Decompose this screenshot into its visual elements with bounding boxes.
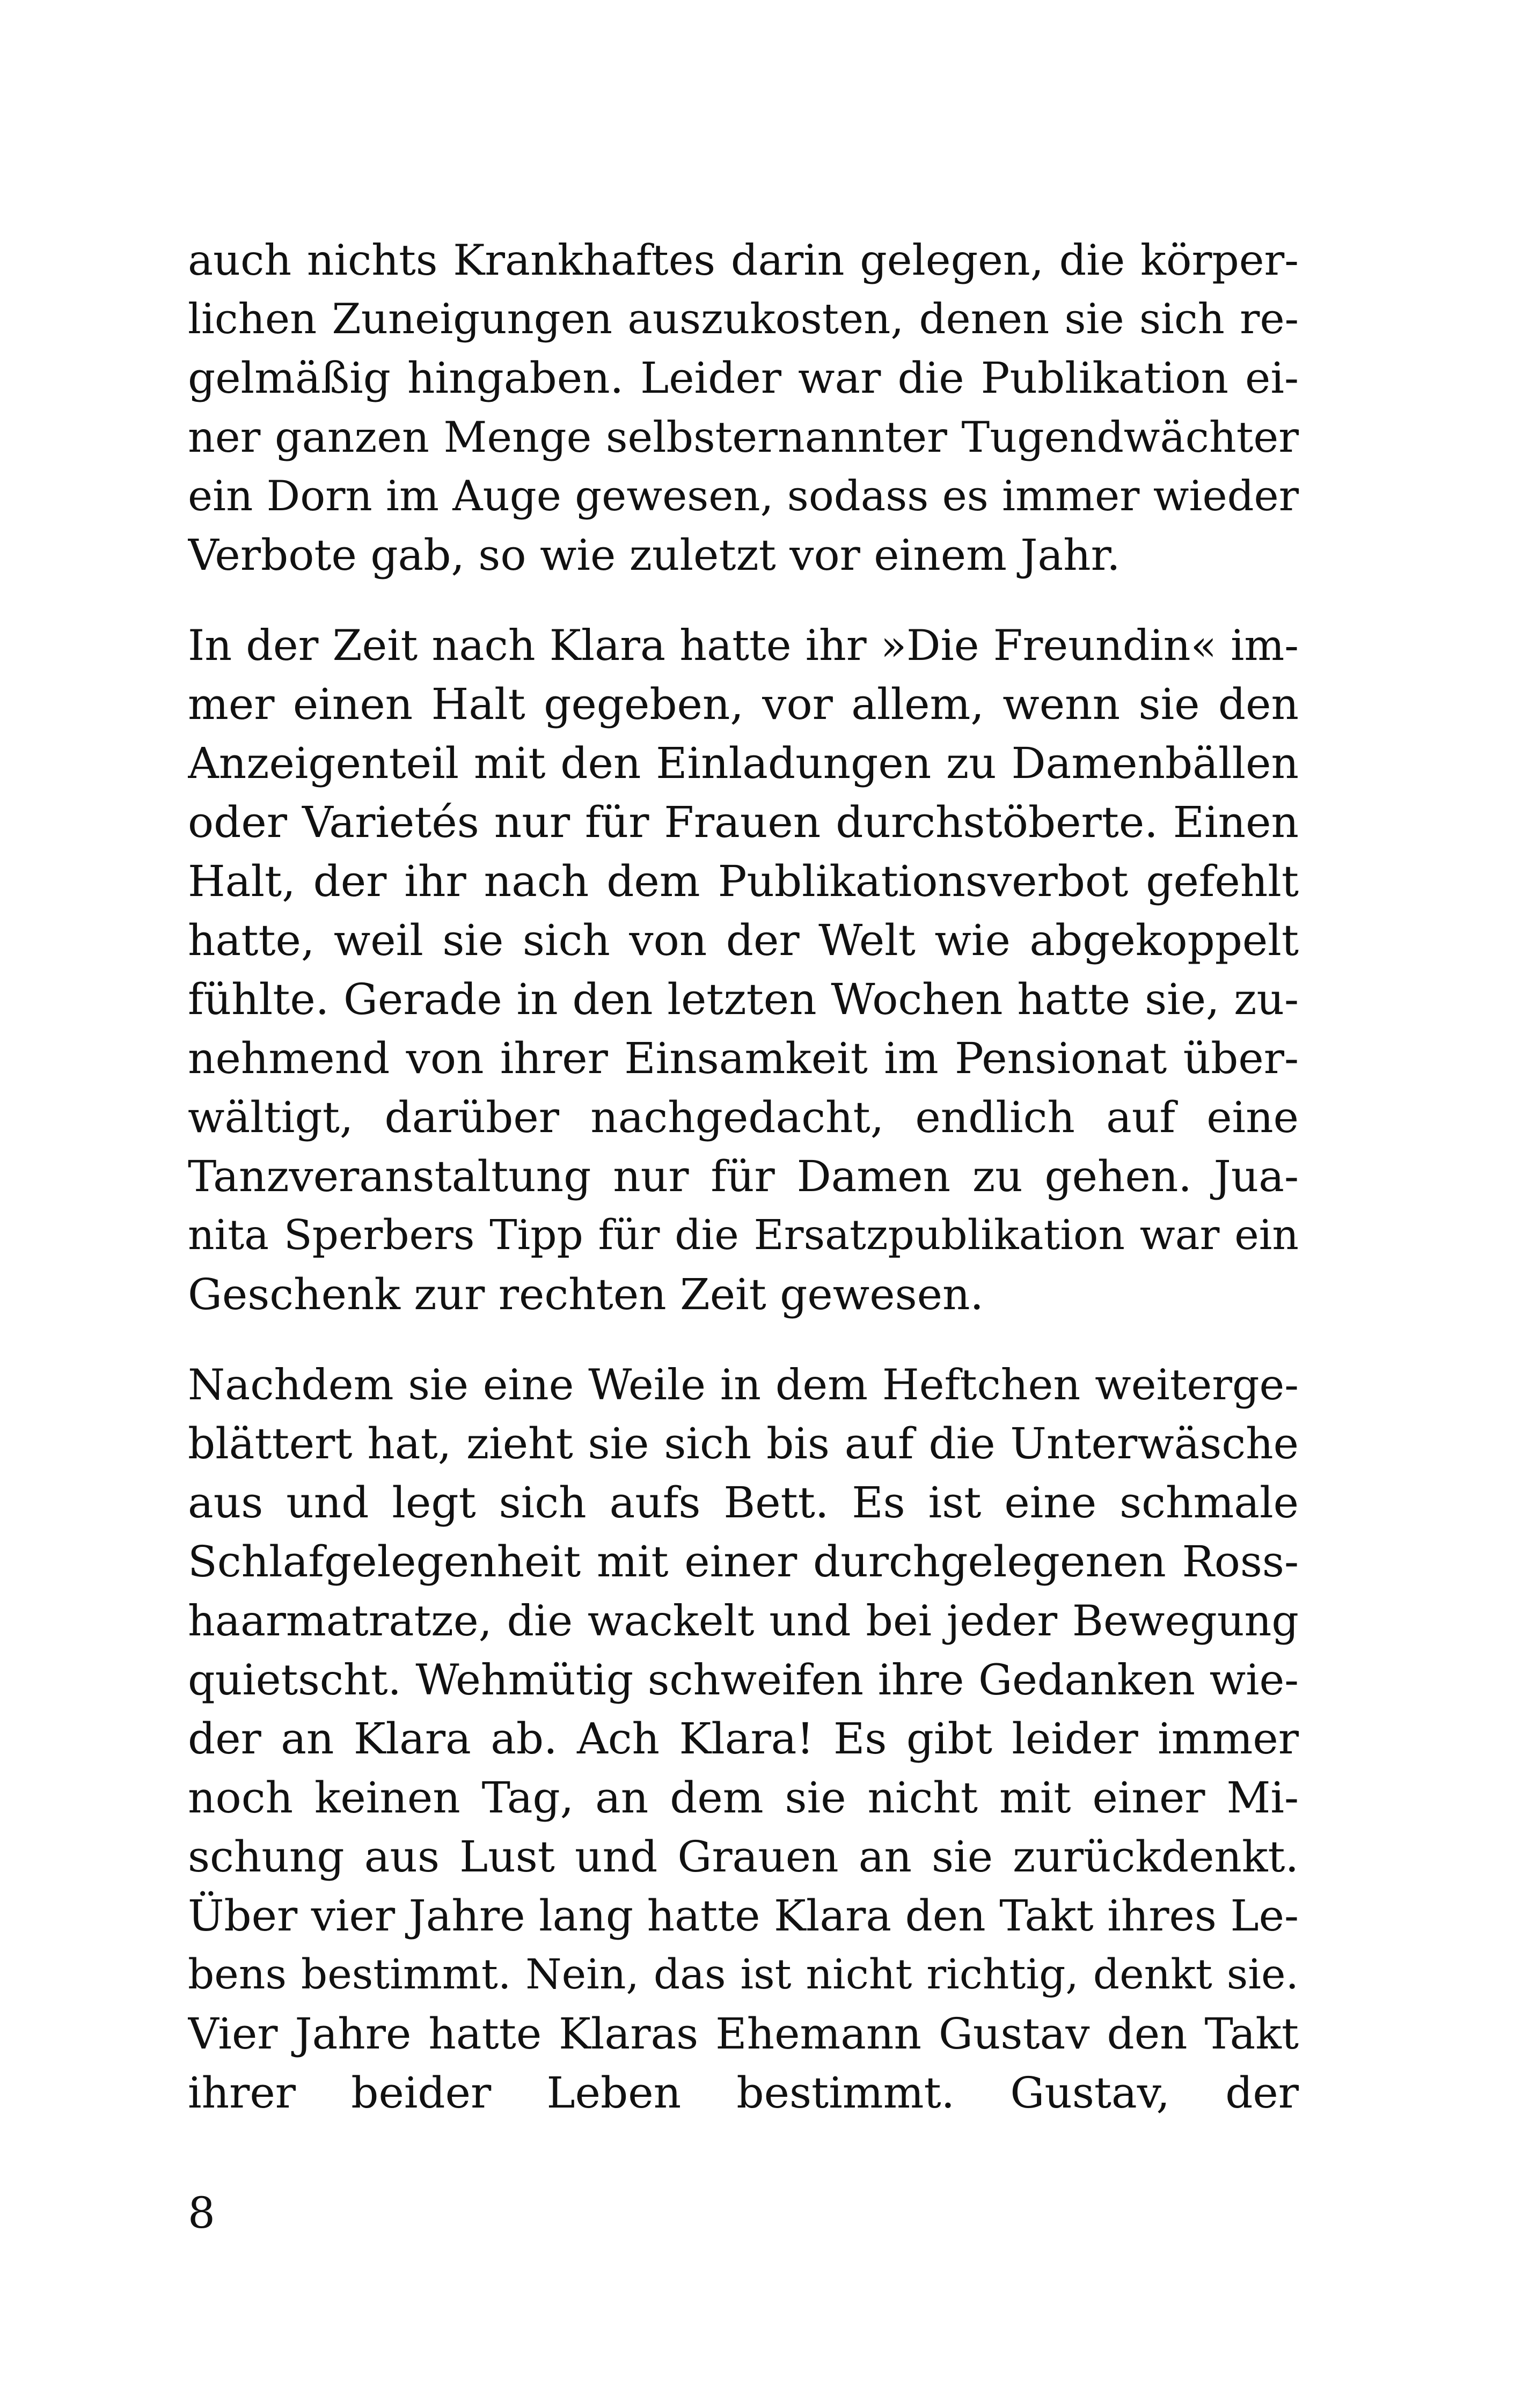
text-line: mer einen Halt gegeben, vor allem, wenn sie den (188, 679, 1299, 729)
text-line: Nachdem sie eine Weile in dem Heftchen weiterge- (188, 1360, 1299, 1409)
text-line: In der Zeit nach Klara hatte ihr »Die Freundin« im- (188, 621, 1299, 670)
text-line: nehmend von ihrer Einsamkeit im Pensionat über- (188, 1033, 1299, 1083)
text-line: ein Dorn im Auge gewesen, sodass es immer wieder (188, 472, 1299, 520)
text-line: auch nichts Krankhaftes darin gelegen, die körper- (188, 236, 1299, 285)
text-line: Vier Jahre hatte Klaras Ehemann Gustav den Takt (188, 2009, 1299, 2059)
paragraph-3 (188, 1355, 1299, 2123)
text-line: Über vier Jahre lang hatte Klara den Takt ihres Le- (188, 1891, 1299, 1941)
text-line: blättert hat, zieht sie sich bis auf die Unterwäsche (188, 1419, 1299, 1469)
text-line: Schlafgelegenheit mit einer durchgelegenen Ross- (188, 1537, 1299, 1587)
body-text (188, 231, 1299, 2123)
text-line: aus und legt sich aufs Bett. Es ist eine schmale (188, 1478, 1299, 1528)
paragraph-gap (188, 1324, 1299, 1355)
text-line: nita Sperbers Tipp für die Ersatzpublikation war ein (188, 1212, 1299, 1259)
page-number: 8 (188, 2188, 215, 2238)
text-line: noch keinen Tag, an dem sie nicht mit einer Mi- (188, 1773, 1299, 1823)
paragraph-gap (188, 585, 1299, 616)
text-line: wältigt, darüber nachgedacht, endlich auf eine (188, 1092, 1299, 1142)
paragraph-1 (188, 231, 1299, 585)
text-line: schung aus Lust und Grauen an sie zurückdenkt. (188, 1832, 1299, 1882)
text-line: fühlte. Gerade in den letzten Wochen hatte sie, zu- (188, 974, 1299, 1024)
text-line: haarmatratze, die wackelt und bei jeder Bewegung (188, 1596, 1299, 1646)
text-line: Tanzveranstaltung nur für Damen zu gehen. Jua- (188, 1151, 1299, 1201)
text-line: Anzeigenteil mit den Einladungen zu Damenbällen (188, 738, 1299, 788)
paragraph-2 (188, 616, 1299, 1324)
text-line: bens bestimmt. Nein, das ist nicht richtig, denkt sie. (188, 1951, 1299, 1999)
text-line: quietscht. Wehmütig schweifen ihre Gedanken wie- (188, 1655, 1299, 1705)
text-line: ner ganzen Menge selbsternannter Tugendwächter (188, 413, 1299, 462)
text-line: oder Varietés nur für Frauen durchstöberte. Einen (188, 797, 1299, 847)
text-line: hatte, weil sie sich von der Welt wie abgekoppelt (188, 915, 1299, 965)
text-line: der an Klara ab. Ach Klara! Es gibt leider immer (188, 1714, 1299, 1764)
text-line: Halt, der ihr nach dem Publikationsverbot gefehlt (188, 856, 1299, 906)
text-line: ihrer beider Leben bestimmt. Gustav, der (188, 2068, 1299, 2118)
text-line: lichen Zuneigungen auszukosten, denen sie sich re- (188, 295, 1299, 343)
text-line: Verbote gab, so wie zuletzt vor einem Jahr. (188, 530, 1121, 580)
text-line: gelmäßig hingaben. Leider war die Publikation ei- (188, 353, 1299, 403)
text-line: Geschenk zur rechten Zeit gewesen. (188, 1269, 984, 1319)
